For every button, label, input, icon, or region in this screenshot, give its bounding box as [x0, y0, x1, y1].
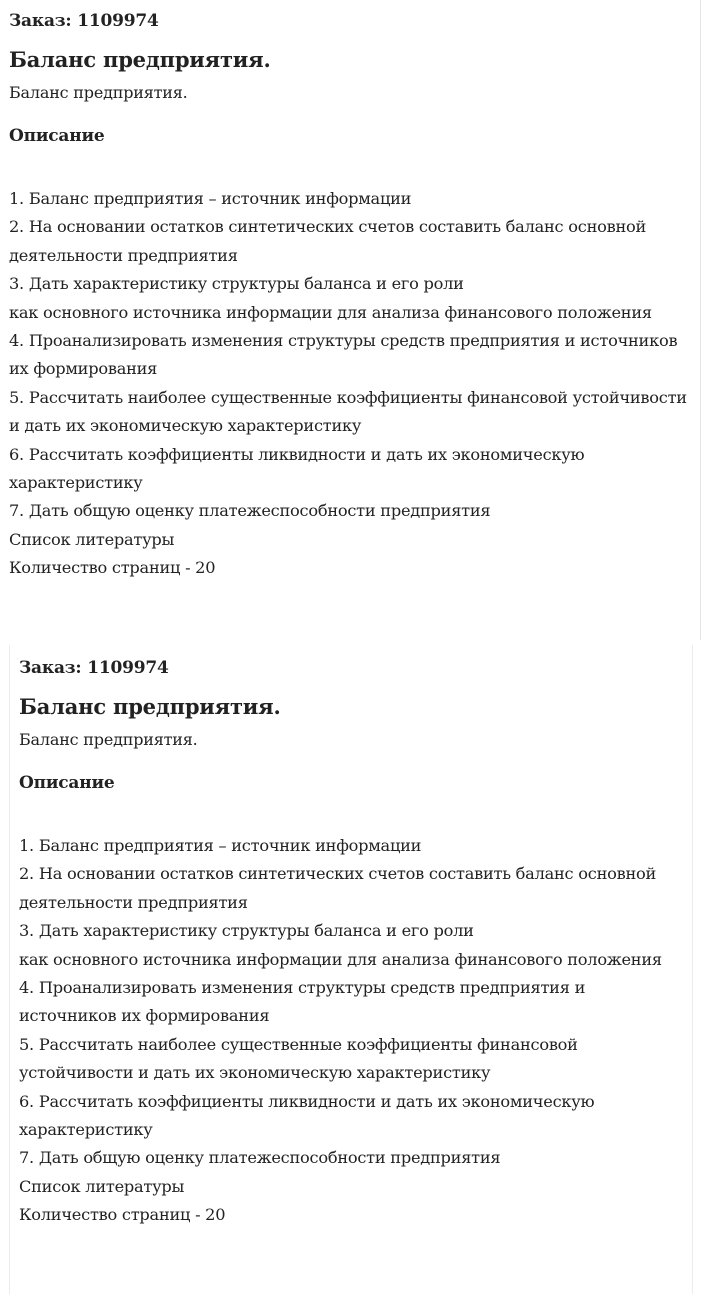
- order-subtitle: Баланс предприятия.: [9, 83, 188, 102]
- order-card-bottom: [9, 645, 693, 1294]
- description-heading: Описание: [19, 773, 115, 793]
- order-number: Заказ: 1109974: [19, 658, 169, 678]
- order-title: Баланс предприятия.: [9, 47, 271, 72]
- order-number: Заказ: 1109974: [9, 11, 159, 31]
- description-heading: Описание: [9, 126, 105, 146]
- description-text: 1. Баланс предприятия – источник информации 2. На основании остатков синтетических счетов составить баланс основной деятельности предприятия 3. Дать характеристику структуры баланса и его роли как основного источника информации для анализа финансового положения 4. Проанализировать изменения структуры средств предприятия и источников их формирования 5. Рассчитать наиболее существенные коэффициенты финансовой устойчивости и дать их экономическую характеристику 6. Рассчитать коэффициенты ликвидности и дать их экономическую характеристику 7. Дать общую оценку платежеспособности предприятия Список литературы Количество страниц - 20: [19, 836, 662, 1225]
- order-subtitle: Баланс предприятия.: [19, 730, 198, 749]
- order-title: Баланс предприятия.: [19, 694, 281, 719]
- description-text: 1. Баланс предприятия – источник информации 2. На основании остатков синтетических счетов составить баланс основной деятельности предприятия 3. Дать характеристику структуры баланса и его роли как основного источника информации для анализа финансового положения 4. Проанализировать изменения структуры средств предприятия и источников их формирования 5. Рассчитать наиболее существенные коэффициенты финансовой устойчивости и дать их экономическую характеристику 6. Рассчитать коэффициенты ликвидности и дать их экономическую характеристику 7. Дать общую оценку платежеспособности предприятия Список литературы Количество страниц - 20: [9, 189, 687, 578]
- order-card-top: [0, 0, 701, 640]
